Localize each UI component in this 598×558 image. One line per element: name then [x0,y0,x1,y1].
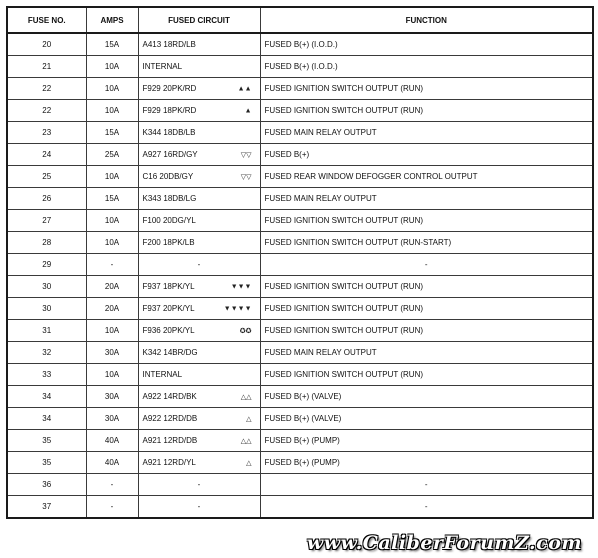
amps-cell: 10A [86,166,138,188]
amps-cell: 10A [86,78,138,100]
fused-circuit-cell [138,210,260,232]
circuit-code: F200 18PK/LB [142,238,195,247]
function-cell: FUSED IGNITION SWITCH OUTPUT (RUN-START) [260,232,593,254]
circuit-code: K344 18DB/LB [142,128,196,137]
function-cell: FUSED B(+) (VALVE) [260,386,593,408]
amps-cell: - [86,496,138,519]
circuit-code: - [197,480,201,489]
table-row [7,78,593,100]
function-cell: FUSED IGNITION SWITCH OUTPUT (RUN) [260,100,593,122]
amps-cell: 15A [86,188,138,210]
table-row [7,188,593,210]
circuit-code: K342 14BR/DG [142,348,198,357]
fused-circuit-cell [138,232,260,254]
table-row [7,122,593,144]
fuse-number-cell: 29 [7,254,86,276]
function-cell: FUSED REAR WINDOW DEFOGGER CONTROL OUTPUT [260,166,593,188]
fuse-number-cell: 37 [7,496,86,519]
fuse-number-cell: 27 [7,210,86,232]
fused-circuit-cell [138,122,260,144]
fuse-number-cell: 31 [7,320,86,342]
fused-circuit-cell [138,430,260,452]
fuse-number-cell: 21 [7,56,86,78]
table-body [7,33,593,518]
table-row [7,386,593,408]
circuit-marker-icon: ▽▽ [240,151,252,159]
amps-cell: 10A [86,100,138,122]
circuit-marker-icon: ▼▼▼ [230,283,252,290]
fuse-number-cell: 26 [7,188,86,210]
header-fused-circuit: FUSED CIRCUIT [138,7,260,33]
fuse-number-cell: 30 [7,298,86,320]
circuit-marker-icon: △△ [240,393,252,401]
amps-cell: 30A [86,386,138,408]
amps-cell: 40A [86,430,138,452]
function-cell: - [260,254,593,276]
amps-cell: 40A [86,452,138,474]
function-cell: FUSED B(+) (VALVE) [260,408,593,430]
function-cell: FUSED MAIN RELAY OUTPUT [260,122,593,144]
fuse-table [6,6,594,519]
fused-circuit-cell [138,100,260,122]
header-fuse-no: FUSE NO. [7,7,86,33]
table-header-row [7,7,593,33]
table-row [7,298,593,320]
fused-circuit-cell [138,452,260,474]
fused-circuit-cell [138,496,260,519]
circuit-marker-icon: △ [246,459,252,467]
circuit-marker-icon: ▲ [244,107,252,114]
fused-circuit-cell [138,342,260,364]
table-row [7,232,593,254]
header-function: FUNCTION [260,7,593,33]
fuse-number-cell: 34 [7,408,86,430]
fuse-number-cell: 28 [7,232,86,254]
function-cell: - [260,474,593,496]
amps-cell: 25A [86,144,138,166]
function-cell: FUSED IGNITION SWITCH OUTPUT (RUN) [260,320,593,342]
circuit-code: A921 12RD/DB [142,436,198,445]
circuit-code: F100 20DG/YL [142,216,196,225]
table-row [7,100,593,122]
fused-circuit-cell [138,320,260,342]
table-row [7,364,593,386]
fused-circuit-cell [138,254,260,276]
fuse-number-cell: 22 [7,100,86,122]
function-cell: FUSED IGNITION SWITCH OUTPUT (RUN) [260,364,593,386]
circuit-code: F936 20PK/YL [142,326,195,335]
amps-cell: 20A [86,298,138,320]
table-row [7,320,593,342]
amps-cell: - [86,254,138,276]
table-row [7,408,593,430]
amps-cell: 10A [86,56,138,78]
circuit-code: INTERNAL [142,370,183,379]
fused-circuit-cell [138,386,260,408]
function-cell: FUSED MAIN RELAY OUTPUT [260,342,593,364]
amps-cell: 10A [86,320,138,342]
function-cell: - [260,496,593,519]
function-cell: FUSED B(+) (I.O.D.) [260,33,593,56]
fuse-number-cell: 22 [7,78,86,100]
function-cell: FUSED IGNITION SWITCH OUTPUT (RUN) [260,276,593,298]
amps-cell: 10A [86,232,138,254]
fused-circuit-cell [138,408,260,430]
fused-circuit-cell [138,298,260,320]
circuit-code: - [197,260,201,269]
fuse-number-cell: 35 [7,430,86,452]
fused-circuit-cell [138,276,260,298]
function-cell: FUSED IGNITION SWITCH OUTPUT (RUN) [260,78,593,100]
amps-cell: 15A [86,33,138,56]
circuit-code: F929 18PK/RD [142,106,197,115]
circuit-code: F929 20PK/RD [142,84,197,93]
circuit-code: F937 18PK/YL [142,282,195,291]
fused-circuit-cell [138,144,260,166]
circuit-code: A413 18RD/LB [142,40,196,49]
fuse-number-cell: 23 [7,122,86,144]
circuit-code: - [197,502,201,511]
function-cell: FUSED B(+) (I.O.D.) [260,56,593,78]
table-row [7,254,593,276]
circuit-code: A922 14RD/BK [142,392,197,401]
circuit-marker-icon: △ [246,415,252,423]
table-row [7,33,593,56]
table-row [7,166,593,188]
amps-cell: 10A [86,210,138,232]
circuit-code: C16 20DB/GY [142,172,194,181]
circuit-marker-icon: △△ [240,437,252,445]
fused-circuit-cell [138,474,260,496]
function-cell: FUSED IGNITION SWITCH OUTPUT (RUN) [260,298,593,320]
watermark-logo: www.CaliberForumZ.com [306,532,582,554]
table-row [7,144,593,166]
circuit-marker-icon: ▽▽ [240,173,252,181]
fused-circuit-cell [138,166,260,188]
table-row [7,474,593,496]
fuse-number-cell: 36 [7,474,86,496]
fuse-number-cell: 33 [7,364,86,386]
amps-cell: 10A [86,364,138,386]
function-cell: FUSED B(+) (PUMP) [260,452,593,474]
function-cell: FUSED MAIN RELAY OUTPUT [260,188,593,210]
fuse-number-cell: 34 [7,386,86,408]
fuse-number-cell: 20 [7,33,86,56]
fuse-number-cell: 32 [7,342,86,364]
circuit-code: A927 16RD/GY [142,150,198,159]
circuit-code: F937 20PK/YL [142,304,195,313]
table-row [7,452,593,474]
table-row [7,56,593,78]
amps-cell: 30A [86,408,138,430]
circuit-code: A921 12RD/YL [142,458,196,467]
fused-circuit-cell [138,364,260,386]
circuit-marker-icon: ✪✪ [239,327,252,335]
amps-cell: 15A [86,122,138,144]
amps-cell: 20A [86,276,138,298]
table-row [7,342,593,364]
table-row [7,276,593,298]
fuse-number-cell: 24 [7,144,86,166]
header-amps: AMPS [86,7,138,33]
circuit-code: K343 18DB/LG [142,194,197,203]
amps-cell: 30A [86,342,138,364]
table-row [7,210,593,232]
fused-circuit-cell [138,56,260,78]
fused-circuit-cell [138,78,260,100]
circuit-marker-icon: ▲▲ [237,85,252,92]
fused-circuit-cell [138,188,260,210]
function-cell: FUSED B(+) [260,144,593,166]
amps-cell: - [86,474,138,496]
table-row [7,430,593,452]
fuse-number-cell: 30 [7,276,86,298]
circuit-marker-icon: ▼▼▼▼ [223,305,252,312]
circuit-code: INTERNAL [142,62,183,71]
fused-circuit-cell [138,33,260,56]
table-row [7,496,593,519]
function-cell: FUSED B(+) (PUMP) [260,430,593,452]
circuit-code: A922 12RD/DB [142,414,198,423]
fuse-number-cell: 35 [7,452,86,474]
fuse-number-cell: 25 [7,166,86,188]
function-cell: FUSED IGNITION SWITCH OUTPUT (RUN) [260,210,593,232]
